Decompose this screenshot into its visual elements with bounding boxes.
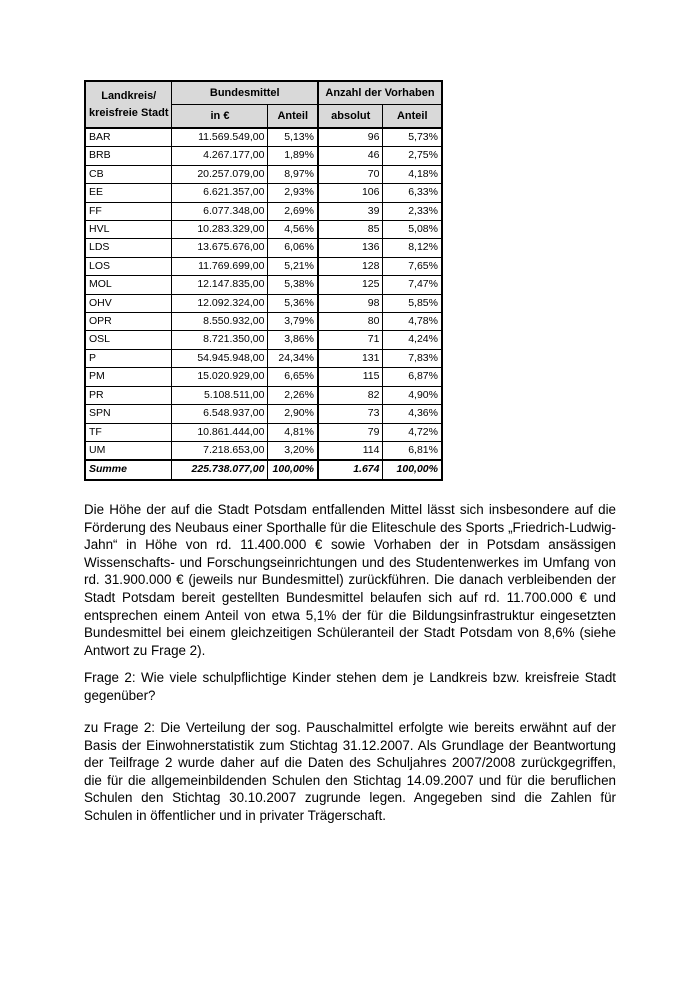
cell-vorhaben-anteil: 4,72% (383, 423, 442, 441)
cell-landkreis: SPN (85, 405, 172, 423)
table-row (85, 313, 442, 331)
cell-bundesmittel-anteil: 4,56% (268, 221, 318, 239)
cell-bundesmittel-anteil: 2,93% (268, 184, 318, 202)
cell-bundesmittel-anteil: 2,90% (268, 405, 318, 423)
table-body (85, 128, 442, 480)
paragraph-antwort-frage-2: zu Frage 2: Die Verteilung der sog. Pauschalmittel erfolgte wie bereits erwähnt auf der Basis der Einwohnerstatistik zum Stichtag 31.12.2007. Als Grundlage der Beantwortung der Teilfrage 2 wurde daher auf die Daten des Schuljahres 2007/2008 zurückgegriffen, die für die allgemeinbildenden Schulen den Stichtag 14.09.2007 und für die beruflichen Schulen den Stichtag 30.10.2007 zugrunde legen. Angegeben sind die Zahlen für Schulen in öffentlicher und in privater Trägerschaft. (84, 720, 616, 823)
cell-vorhaben-absolut: 80 (318, 313, 383, 331)
cell-bundesmittel-eur: 12.147.835,00 (172, 276, 268, 294)
cell-vorhaben-absolut: 96 (318, 128, 383, 147)
cell-bundesmittel-eur: 15.020.929,00 (172, 368, 268, 386)
header-bundesmittel: Bundesmittel (172, 81, 318, 105)
cell-vorhaben-anteil: 100,00% (383, 460, 442, 479)
cell-vorhaben-absolut: 125 (318, 276, 383, 294)
cell-bundesmittel-anteil: 2,26% (268, 386, 318, 404)
table-row (85, 386, 442, 404)
cell-landkreis: PR (85, 386, 172, 404)
table-row (85, 257, 442, 275)
table-row (85, 349, 442, 367)
table-row (85, 405, 442, 423)
cell-vorhaben-absolut: 98 (318, 294, 383, 312)
table-row (85, 276, 442, 294)
cell-landkreis: OSL (85, 331, 172, 349)
table-row (85, 202, 442, 220)
paragraph-frage-2: Frage 2: Wie viele schulpflichtige Kinder stehen dem je Landkreis bzw. kreisfreie Stadt gegenüber? (84, 670, 616, 703)
cell-vorhaben-absolut: 131 (318, 349, 383, 367)
cell-bundesmittel-anteil: 5,38% (268, 276, 318, 294)
cell-landkreis: P (85, 349, 172, 367)
cell-landkreis: BAR (85, 128, 172, 147)
cell-bundesmittel-anteil: 24,34% (268, 349, 318, 367)
funding-table-container (84, 80, 443, 481)
header-absolut: absolut (318, 105, 383, 129)
cell-bundesmittel-anteil: 4,81% (268, 423, 318, 441)
cell-bundesmittel-anteil: 2,69% (268, 202, 318, 220)
cell-vorhaben-anteil: 5,73% (383, 128, 442, 147)
cell-bundesmittel-anteil: 6,65% (268, 368, 318, 386)
cell-landkreis: HVL (85, 221, 172, 239)
cell-vorhaben-anteil: 4,78% (383, 313, 442, 331)
cell-vorhaben-anteil: 6,33% (383, 184, 442, 202)
table-row (85, 165, 442, 183)
cell-bundesmittel-eur: 11.769.699,00 (172, 257, 268, 275)
paragraph-potsdam-explanation: Die Höhe der auf die Stadt Potsdam entfallenden Mittel lässt sich insbesondere auf die Förderung des Neubaus einer Sporthalle für die Eliteschule des Sports „Friedrich-Ludwig-Jahn“ in Höhe von rd. 11.400.000 € sowie Vorhaben der in Potsdam ansässigen Wissenschafts- und Forschungseinrichtungen und des Studentenwerkes im Umfang von rd. 31.900.000 € (jeweils nur Bundesmittel) zurückführen. Die danach verbleibenden der Stadt Potsdam bereit gestellten Bundesmittel belaufen sich auf rd. 11.700.000 € und entsprechen einem Anteil von etwa 5,1% der für die Bildungsinfrastruktur eingesetzten Bundesmittel bei einem gleichzeitigen Schüleranteil der Stadt Potsdam von 8,6% (siehe Antwort zu Frage 2). (84, 502, 616, 658)
cell-landkreis: CB (85, 165, 172, 183)
cell-vorhaben-anteil: 4,90% (383, 386, 442, 404)
cell-vorhaben-absolut: 1.674 (318, 460, 383, 479)
header-landkreis: Landkreis/ kreisfreie Stadt (85, 81, 172, 128)
cell-bundesmittel-anteil: 5,21% (268, 257, 318, 275)
cell-bundesmittel-anteil: 5,13% (268, 128, 318, 147)
cell-bundesmittel-anteil: 3,79% (268, 313, 318, 331)
cell-bundesmittel-eur: 12.092.324,00 (172, 294, 268, 312)
cell-bundesmittel-eur: 4.267.177,00 (172, 147, 268, 165)
cell-bundesmittel-eur: 13.675.676,00 (172, 239, 268, 257)
table-row (85, 239, 442, 257)
cell-landkreis: LOS (85, 257, 172, 275)
cell-bundesmittel-eur: 11.569.549,00 (172, 128, 268, 147)
cell-vorhaben-absolut: 46 (318, 147, 383, 165)
header-anzahl-vorhaben: Anzahl der Vorhaben (318, 81, 442, 105)
table-header (85, 81, 442, 128)
cell-bundesmittel-eur: 6.077.348,00 (172, 202, 268, 220)
cell-landkreis: MOL (85, 276, 172, 294)
funding-table (84, 80, 443, 481)
cell-vorhaben-absolut: 39 (318, 202, 383, 220)
cell-landkreis: TF (85, 423, 172, 441)
cell-vorhaben-absolut: 82 (318, 386, 383, 404)
cell-bundesmittel-eur: 8.550.932,00 (172, 313, 268, 331)
cell-bundesmittel-eur: 20.257.079,00 (172, 165, 268, 183)
header-in-eur: in € (172, 105, 268, 129)
cell-vorhaben-anteil: 6,87% (383, 368, 442, 386)
cell-bundesmittel-anteil: 5,36% (268, 294, 318, 312)
cell-bundesmittel-eur: 8.721.350,00 (172, 331, 268, 349)
cell-vorhaben-absolut: 128 (318, 257, 383, 275)
cell-vorhaben-anteil: 2,33% (383, 202, 442, 220)
cell-bundesmittel-anteil: 100,00% (268, 460, 318, 479)
cell-vorhaben-anteil: 4,36% (383, 405, 442, 423)
cell-bundesmittel-eur: 10.861.444,00 (172, 423, 268, 441)
cell-vorhaben-anteil: 5,08% (383, 221, 442, 239)
table-row (85, 128, 442, 147)
table-row (85, 184, 442, 202)
table-row (85, 423, 442, 441)
cell-bundesmittel-eur: 225.738.077,00 (172, 460, 268, 479)
cell-landkreis: BRB (85, 147, 172, 165)
cell-vorhaben-absolut: 79 (318, 423, 383, 441)
cell-bundesmittel-anteil: 8,97% (268, 165, 318, 183)
cell-landkreis: UM (85, 441, 172, 460)
cell-vorhaben-anteil: 7,83% (383, 349, 442, 367)
cell-bundesmittel-eur: 6.621.357,00 (172, 184, 268, 202)
table-row (85, 331, 442, 349)
header-anteil-eur: Anteil (268, 105, 318, 129)
cell-vorhaben-anteil: 4,24% (383, 331, 442, 349)
cell-bundesmittel-anteil: 1,89% (268, 147, 318, 165)
cell-landkreis: Summe (85, 460, 172, 479)
cell-vorhaben-absolut: 106 (318, 184, 383, 202)
table-row (85, 221, 442, 239)
table-row (85, 294, 442, 312)
cell-bundesmittel-eur: 54.945.948,00 (172, 349, 268, 367)
cell-vorhaben-anteil: 5,85% (383, 294, 442, 312)
table-row (85, 441, 442, 460)
table-sum-row (85, 460, 442, 479)
cell-landkreis: FF (85, 202, 172, 220)
table-row (85, 147, 442, 165)
cell-vorhaben-absolut: 71 (318, 331, 383, 349)
cell-bundesmittel-anteil: 6,06% (268, 239, 318, 257)
cell-vorhaben-absolut: 85 (318, 221, 383, 239)
cell-vorhaben-anteil: 6,81% (383, 441, 442, 460)
cell-landkreis: PM (85, 368, 172, 386)
cell-landkreis: LDS (85, 239, 172, 257)
cell-landkreis: OPR (85, 313, 172, 331)
cell-vorhaben-anteil: 8,12% (383, 239, 442, 257)
cell-vorhaben-absolut: 136 (318, 239, 383, 257)
cell-bundesmittel-anteil: 3,20% (268, 441, 318, 460)
cell-landkreis: OHV (85, 294, 172, 312)
cell-vorhaben-absolut: 70 (318, 165, 383, 183)
header-anteil-abs: Anteil (383, 105, 442, 129)
cell-bundesmittel-eur: 10.283.329,00 (172, 221, 268, 239)
cell-bundesmittel-eur: 6.548.937,00 (172, 405, 268, 423)
cell-vorhaben-absolut: 115 (318, 368, 383, 386)
cell-bundesmittel-eur: 5.108.511,00 (172, 386, 268, 404)
cell-vorhaben-absolut: 114 (318, 441, 383, 460)
table-row (85, 368, 442, 386)
cell-vorhaben-anteil: 4,18% (383, 165, 442, 183)
cell-vorhaben-anteil: 2,75% (383, 147, 442, 165)
cell-vorhaben-anteil: 7,47% (383, 276, 442, 294)
cell-vorhaben-anteil: 7,65% (383, 257, 442, 275)
cell-bundesmittel-eur: 7.218.653,00 (172, 441, 268, 460)
cell-landkreis: EE (85, 184, 172, 202)
cell-bundesmittel-anteil: 3,86% (268, 331, 318, 349)
cell-vorhaben-absolut: 73 (318, 405, 383, 423)
